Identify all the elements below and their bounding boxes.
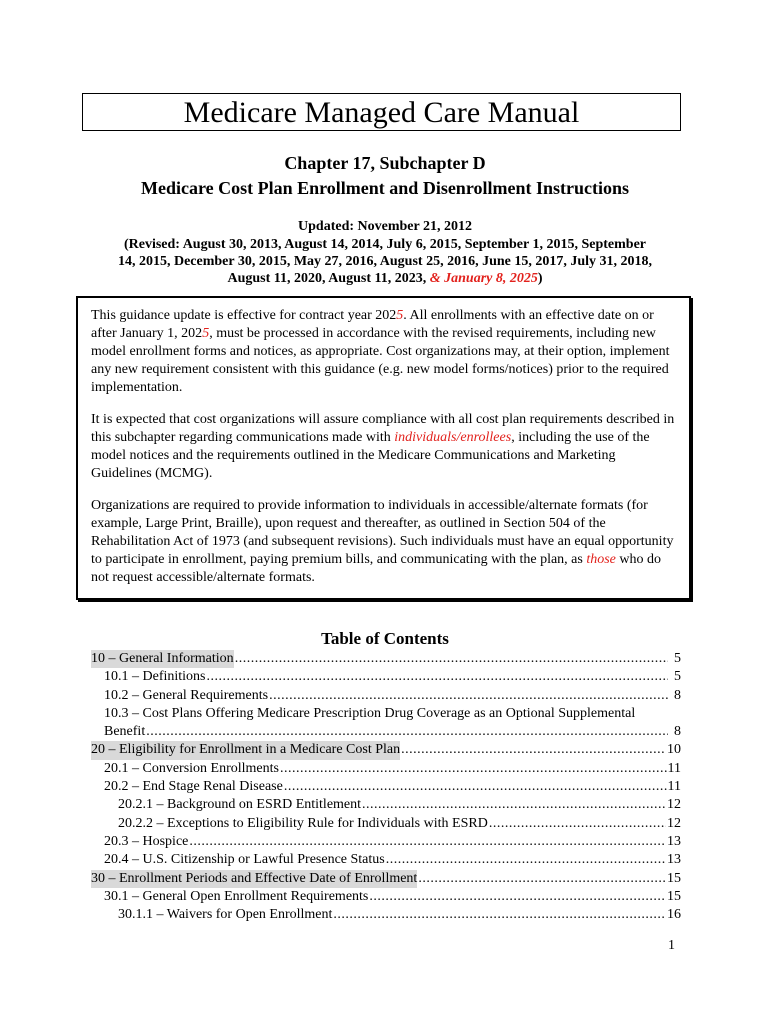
toc-leader-dots <box>280 760 667 778</box>
toc-entry-10-1[interactable] <box>91 668 681 686</box>
revision-line-1: (Revised: August 30, 2013, August 14, 2014, July 6, 2015, September 1, 2015, September <box>123 237 647 252</box>
toc-entry-20-3[interactable] <box>91 833 681 851</box>
table-of-contents <box>91 650 681 924</box>
notice-revision-mark: those <box>586 552 616 567</box>
manual-title: Medicare Managed Care Manual <box>183 96 580 129</box>
toc-leader-dots <box>418 870 666 888</box>
toc-entry-10[interactable] <box>91 650 681 668</box>
page-number: 1 <box>668 938 675 953</box>
toc-page-number: 15 <box>667 888 681 904</box>
notice-text: who do not request accessible/alternate formats. <box>91 552 662 585</box>
toc-leader-dots <box>401 741 666 759</box>
toc-entry-label: 10.1 – Definitions <box>104 669 206 685</box>
toc-entry-20-2-1[interactable] <box>91 796 681 814</box>
toc-entry-30-1[interactable] <box>91 888 681 906</box>
toc-page-number: 8 <box>674 724 681 740</box>
toc-page-number: 8 <box>674 687 681 703</box>
toc-entry-30-1-1[interactable] <box>91 906 681 924</box>
revision-dates: August 11, 2020, August 11, 2023, <box>227 271 430 286</box>
toc-leader-dots <box>189 833 666 851</box>
toc-entry-label: 20.2.1 – Background on ESRD Entitlement <box>118 797 362 813</box>
toc-entry-label: 20.1 – Conversion Enrollments <box>104 760 279 776</box>
revision-line-2: 14, 2015, December 30, 2015, May 27, 2016, August 25, 2016, June 15, 2017, July 31, 2018, <box>117 254 653 269</box>
toc-entry-label: 30 – Enrollment Periods and Effective Date of Enrollment <box>91 870 417 888</box>
chapter-heading: Chapter 17, Subchapter D <box>284 153 486 173</box>
notice-text: Organizations are required to provide information to individuals in accessible/alternate formats (for example, Large Print, Braille), upon request and thereafter, as outlined in Section 504 of the Rehabilitation Act of 1973 (and subsequent revisions). Such individuals must have an equal opportunity to participate in enrollment, paying premium bills, and communicating with the plan, as <box>91 498 674 567</box>
toc-entry-20-4[interactable] <box>91 851 681 869</box>
toc-page-number: 13 <box>667 833 681 849</box>
toc-page-number: 5 <box>674 669 681 685</box>
toc-page-number: 11 <box>667 779 681 795</box>
toc-leader-dots <box>284 778 667 796</box>
revision-close: ) <box>537 271 543 286</box>
toc-leader-dots <box>386 851 666 869</box>
toc-entry-label: 20.2.2 – Exceptions to Eligibility Rule for Individuals with ESRD <box>118 815 488 831</box>
notice-revision-mark: individuals/enrollees <box>394 430 512 445</box>
toc-entry-20[interactable] <box>91 741 681 759</box>
toc-entry-20-1[interactable] <box>91 760 681 778</box>
toc-entry-30[interactable] <box>91 870 681 888</box>
notice-paragraph-2 <box>91 411 677 483</box>
toc-page-number: 15 <box>667 870 681 886</box>
toc-leader-dots <box>489 815 666 833</box>
toc-entry-label: 10 – General Information <box>91 650 234 668</box>
toc-leader-dots <box>207 668 669 686</box>
toc-heading: Table of Contents <box>321 629 449 648</box>
manual-title-box <box>82 93 681 131</box>
revision-new-date: & January 8, 2025 <box>429 271 538 286</box>
toc-entry-label: 30.1.1 – Waivers for Open Enrollment <box>118 907 333 923</box>
toc-leader-dots <box>235 650 668 668</box>
toc-entry-label: 20.2 – End Stage Renal Disease <box>104 779 283 795</box>
toc-leader-dots <box>146 723 668 741</box>
notice-revision-mark: 5 <box>202 326 210 341</box>
updated-date: Updated: November 21, 2012 <box>298 219 472 234</box>
toc-entry-20-2[interactable] <box>91 778 681 796</box>
toc-leader-dots <box>362 796 666 814</box>
toc-entry-10-3-line1[interactable] <box>91 705 681 723</box>
toc-page-number: 5 <box>674 651 681 666</box>
notice-paragraph-1 <box>91 307 677 397</box>
toc-page-number: 12 <box>667 797 681 813</box>
toc-entry-label: 10.3 – Cost Plans Offering Medicare Prescription Drug Coverage as an Optional Supplemental <box>104 705 636 721</box>
notice-revision-mark: 5 <box>396 308 404 323</box>
toc-page-number: 13 <box>667 852 681 868</box>
subchapter-title: Medicare Cost Plan Enrollment and Disenrollment Instructions <box>140 178 629 198</box>
revision-line-3 <box>92 270 678 287</box>
toc-leader-dots <box>333 906 666 924</box>
toc-entry-label: 20.3 – Hospice <box>104 833 189 849</box>
notice-text: , including the use of the model notices and the requirements outlined in the Medicare Communications and Marketing Guidelines (MCMG). <box>91 430 650 481</box>
toc-page-number: 11 <box>667 760 681 776</box>
toc-page-number: 12 <box>667 815 681 831</box>
toc-entry-10-2[interactable] <box>91 687 681 705</box>
notice-paragraph-3 <box>91 497 677 587</box>
notice-text: , must be processed in accordance with the revised requirements, including new model enrollment forms and notices, as appropriate. Cost organizations may, at their option, implement any new requirement consistent with this guidance (e.g. new model forms/notices) prior to the required implementation. <box>91 326 670 395</box>
notice-text: This guidance update is effective for contract year 202 <box>91 308 397 323</box>
toc-leader-dots <box>269 687 668 705</box>
toc-page-number: 16 <box>667 907 681 923</box>
toc-page-number: 10 <box>667 742 681 758</box>
guidance-notice-box <box>76 296 691 600</box>
toc-entry-label: 30.1 – General Open Enrollment Requirements <box>104 888 369 904</box>
notice-text: . All enrollments with an effective date on or after January 1, 202 <box>91 308 654 341</box>
toc-entry-label-cont: Benefit <box>104 724 146 740</box>
toc-leader-dots <box>369 888 666 906</box>
toc-entry-label: 20 – Eligibility for Enrollment in a Medicare Cost Plan <box>91 741 400 759</box>
toc-entry-label: 10.2 – General Requirements <box>104 687 269 703</box>
toc-entry-10-3[interactable] <box>91 723 681 741</box>
notice-text: It is expected that cost organizations will assure compliance with all cost plan requirements described in this subchapter regarding communications made with <box>91 412 675 445</box>
toc-entry-label: 20.4 – U.S. Citizenship or Lawful Presence Status <box>104 852 385 868</box>
toc-entry-20-2-2[interactable] <box>91 815 681 833</box>
revision-history <box>92 236 678 287</box>
